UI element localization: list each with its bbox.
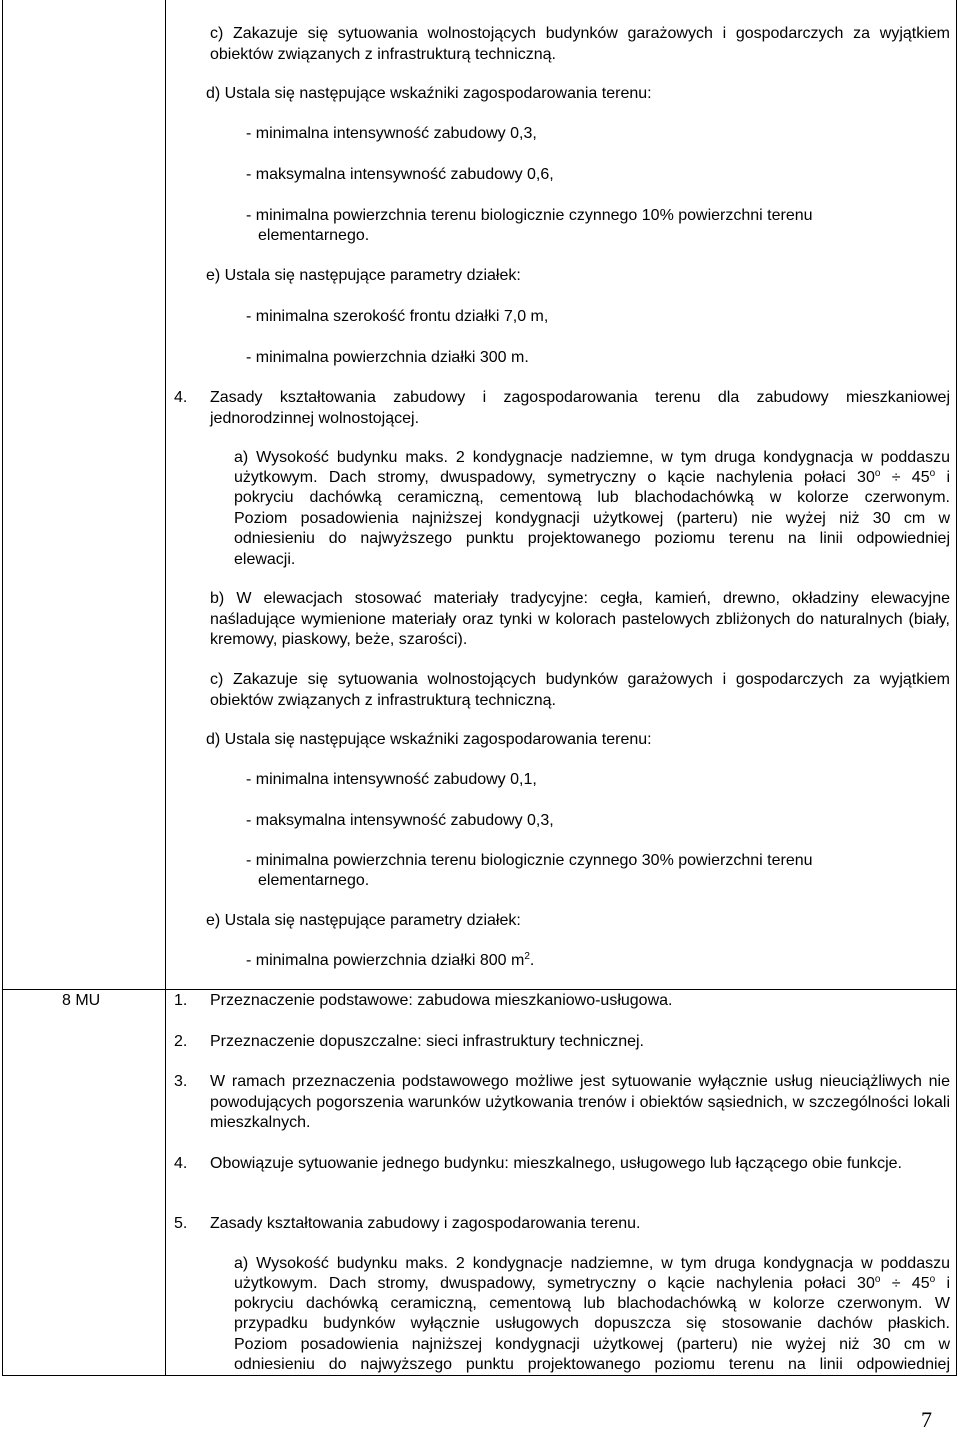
section-number: 5. [174, 1215, 188, 1232]
text-line: użytkowym. Dach stromy, dwuspadowy, symetryczny o kącie nachylenia połaci $30^o \div 45^o$ i [234, 468, 951, 486]
section-number: 4. [174, 389, 188, 406]
section-item: Przeznaczenie podstawowe: zabudowa mieszkaniowo-usługowa. [210, 992, 673, 1009]
row-divider-8mu [2, 989, 957, 990]
page-number: 7 [921, 1407, 932, 1432]
text-line: odniesieniu do najwyższego punktu projektowanego poziomu terenu na linii odpowiedniej [234, 1356, 950, 1373]
text-line: a) Wysokość budynku maks. 2 kondygnacje nadziemne, w tym druga kondygnacja w poddaszu [234, 1255, 950, 1272]
section-number: 3. [174, 1073, 188, 1090]
list-item: - minimalna intensywność zabudowy 0,3, [246, 125, 537, 142]
list-item: - maksymalna intensywność zabudowy 0,3, [246, 812, 554, 829]
paragraph-d-indicators: d) Ustala się następujące wskaźniki zagospodarowania terenu: [206, 85, 652, 102]
paragraph-b-elevations: b) W elewacjach stosować materiały tradycyjne: cegła, kamień, drewno, okładziny elewacyjne naśladujące wymienione materiały oraz tynki w kolorach pastelowych zbliżonych do naturalnych (biały, kremowy, piaskowy, beże, szarości). [210, 590, 950, 648]
section-number: 2. [174, 1033, 188, 1050]
section-item: W ramach przeznaczenia podstawowego możliwe jest sytuowanie wyłącznie usług nieuciążliwych nie powodujących pogorszenia warunków użytkowania trenów i obiektów sąsiednich, w szczególności lokali mieszkalnych. [210, 1073, 950, 1131]
list-item-continuation: elementarnego. [258, 227, 370, 244]
section-item: Przeznaczenie dopuszczalne: sieci infrastruktury technicznej. [210, 1033, 644, 1050]
text-line: a) Wysokość budynku maks. 2 kondygnacje nadziemne, w tym druga kondygnacja w poddaszu [234, 449, 950, 466]
text-line: elewacji. [234, 551, 296, 568]
section-number: 1. [174, 992, 188, 1009]
row-label-8mu: 8 MU [62, 992, 101, 1009]
list-item-continuation: elementarnego. [258, 872, 370, 889]
list-item: - minimalna powierzchnia działki 800 $m^2$. [246, 951, 535, 969]
section-item: Zasady kształtowania zabudowy i zagospodarowania terenu. [210, 1215, 641, 1232]
section-heading: Zasady kształtowania zabudowy i zagospodarowania terenu dla zabudowy mieszkaniowej jednorodzinnej wolnostojącej. [210, 389, 950, 427]
list-item: - minimalna powierzchnia terenu biologicznie czynnego 10% powierzchni terenu [246, 207, 813, 224]
text-line: pokryciu dachówką ceramiczną, cementową lub blachodachówką w kolorze czerwonym. [234, 489, 950, 506]
list-item: - maksymalna intensywność zabudowy 0,6, [246, 166, 554, 183]
list-item: - minimalna intensywność zabudowy 0,1, [246, 771, 537, 788]
list-item: - minimalna powierzchnia działki 300 m. [246, 349, 529, 366]
text-line: przypadku budynków wyłącznie usługowych dopuszcza się stosowanie dachów płaskich. [234, 1315, 950, 1332]
paragraph-d-indicators: d) Ustala się następujące wskaźniki zagospodarowania terenu: [206, 731, 652, 748]
column-divider-left [165, 0, 166, 1376]
text-line: użytkowym. Dach stromy, dwuspadowy, symetryczny o kącie nachylenia połaci $30^o \div 45^o$ i [234, 1274, 951, 1292]
section-number: 4. [174, 1155, 188, 1172]
section-item: Obowiązuje sytuowanie jednego budynku: mieszkalnego, usługowego lub łączącego obie funkcje. [210, 1155, 902, 1172]
list-item: - minimalna powierzchnia terenu biologicznie czynnego 30% powierzchni terenu [246, 852, 813, 869]
text-line: Poziom posadowienia najniższej kondygnacji użytkowej (parteru) nie wyżej niż 30 cm w [234, 1336, 950, 1353]
paragraph-c-garage-ban: c) Zakazuje się sytuowania wolnostojących budynków garażowych i gospodarczych za wyjątkiem obiektów związanych z infrastrukturą techniczną. [210, 671, 950, 709]
paragraph-e-plot-parameters: e) Ustala się następujące parametry działek: [206, 267, 521, 284]
text-line: odniesieniu do najwyższego punktu projektowanego poziomu terenu na linii odpowiedniej [234, 530, 950, 547]
list-item: - minimalna szerokość frontu działki 7,0 m, [246, 308, 549, 325]
text-line: pokryciu dachówką ceramiczną, cementową lub blachodachówką w kolorze czerwonym. W [234, 1295, 950, 1312]
text-line: Poziom posadowienia najniższej kondygnacji użytkowej (parteru) nie wyżej niż 30 cm w [234, 510, 950, 527]
paragraph-e-plot-parameters: e) Ustala się następujące parametry działek: [206, 912, 521, 929]
paragraph-c-garage-ban: c) Zakazuje się sytuowania wolnostojących budynków garażowych i gospodarczych za wyjątkiem obiektów związanych z infrastrukturą techniczną. [210, 25, 950, 63]
